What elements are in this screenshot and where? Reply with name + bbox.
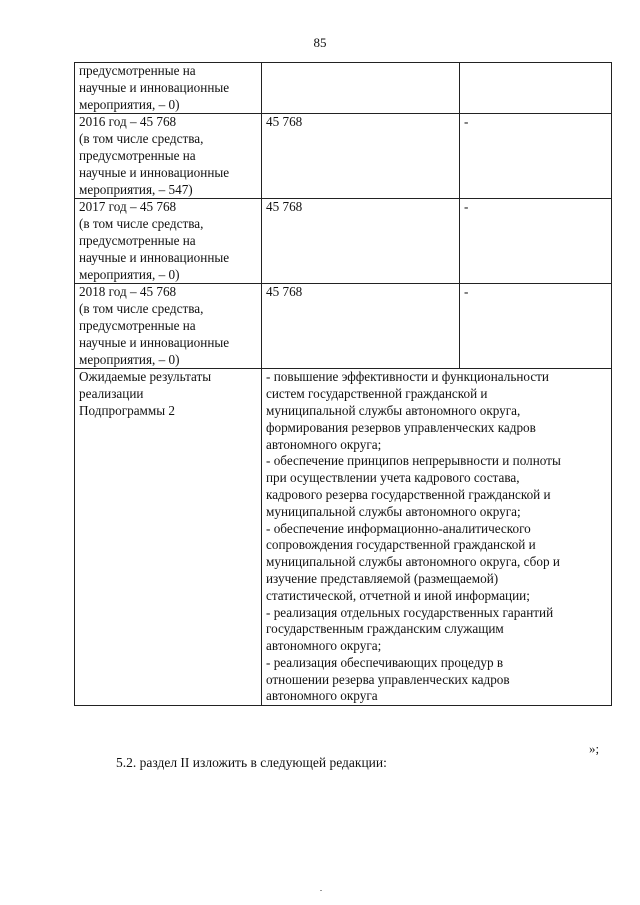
results-text-line: статистической, отчетной и иной информации; [266,587,530,603]
cell-text-line: (в том числе средства, [79,131,204,147]
page-number: 85 [313,35,327,50]
results-text-line: систем государственной гражданской и [266,386,488,402]
results-text-line: кадрового резерва государственной гражданской и [266,486,551,502]
program-table [74,62,612,706]
funding-amount-cell: 45 768 [262,284,460,369]
funding-other-cell [460,63,612,114]
funding-other-cell: - [460,199,612,284]
results-label-line: Подпрограммы 2 [79,402,175,418]
results-text-line: изучение представляемой (размещаемой) [266,570,499,586]
results-label-cell [75,369,262,706]
cell-text-line: научные и инновационные [79,249,230,265]
results-text-line: отношении резерва управленческих кадров [266,671,510,687]
results-text-line: автономного округа [266,688,378,704]
cell-text-line: 2018 год – 45 768 [79,284,177,300]
cell-text-line: научные и инновационные [79,79,230,95]
funding-other-cell: - [460,114,612,199]
results-text-line: - реализация обеспечивающих процедур в [266,654,504,670]
cell-text-line: предусмотренные на [79,147,196,163]
cell-text-line: научные и инновационные [79,164,230,180]
results-text-line: - реализация отдельных государственных гарантий [266,604,554,620]
results-text-line: государственным гражданским служащим [266,621,504,637]
results-label-line: реализации [79,386,144,402]
cell-text-line: 2017 год – 45 768 [79,199,177,215]
table-row [75,199,612,284]
results-text-line: муниципальной службы автономного округа, сбор и [266,554,560,570]
results-text-line: муниципальной службы автономного округа, [266,402,521,418]
results-text-line: автономного округа; [266,638,382,654]
funding-year-cell [75,284,262,369]
cell-text-line: научные и инновационные [79,334,230,350]
cell-text-line: предусмотренные на [79,63,196,78]
results-text-line: при осуществлении учета кадрового состава, [266,470,520,486]
table-row [75,114,612,199]
cell-text-line: предусмотренные на [79,232,196,248]
funding-amount-cell: 45 768 [262,199,460,284]
cell-text-line: мероприятия, – 0) [79,266,180,282]
cell-text-line: мероприятия, – 0) [79,351,180,367]
results-text-line: сопровождения государственной гражданской и [266,537,536,553]
funding-other-cell: - [460,284,612,369]
funding-amount-cell: 45 768 [262,114,460,199]
section-heading: 5.2. раздел II изложить в следующей редакции: [116,755,387,770]
cell-text-line: 2016 год – 45 768 [79,114,177,130]
closing-quote: »; [589,741,600,756]
scan-speck [320,890,322,891]
cell-text-line: (в том числе средства, [79,301,204,317]
cell-text-line: мероприятия, – 0) [79,96,180,112]
funding-amount-cell [262,63,460,114]
funding-year-cell [75,199,262,284]
results-text-line: - повышение эффективности и функциональности [266,369,549,385]
results-text-line: - обеспечение информационно-аналитического [266,520,531,536]
results-text-line: автономного округа; [266,436,382,452]
results-row [75,369,612,706]
results-text-line: муниципальной службы автономного округа; [266,503,521,519]
cell-text-line: мероприятия, – 547) [79,181,193,197]
results-text-line: - обеспечение принципов непрерывности и полноты [266,453,561,469]
table-row [75,284,612,369]
results-label-line: Ожидаемые результаты [79,369,212,385]
funding-year-cell [75,63,262,114]
funding-year-cell [75,114,262,199]
results-text-line: формирования резервов управленческих кадров [266,419,536,435]
cell-text-line: (в том числе средства, [79,216,204,232]
table-row [75,63,612,114]
results-text-cell [262,369,612,706]
cell-text-line: предусмотренные на [79,317,196,333]
